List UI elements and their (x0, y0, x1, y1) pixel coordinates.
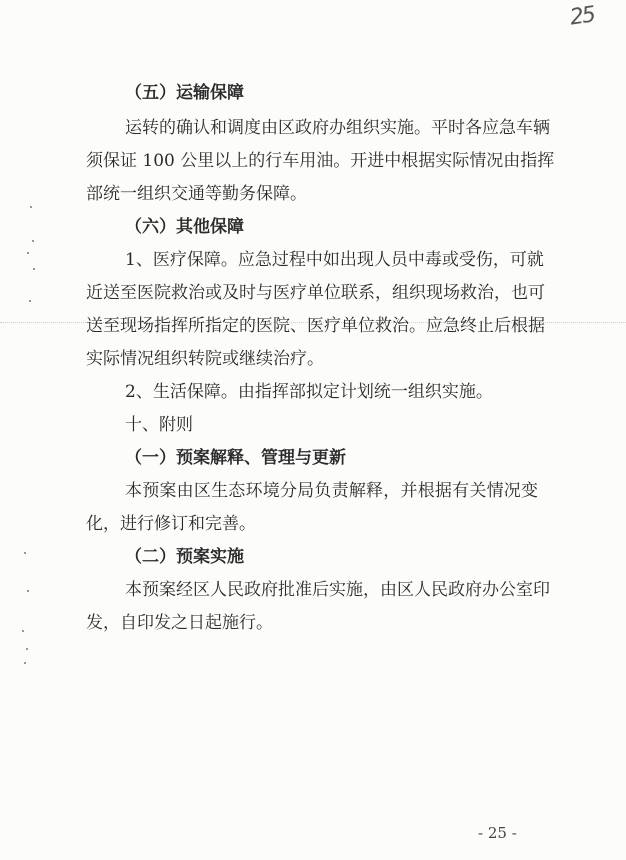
section-heading-interpretation: （一）预案解释、管理与更新 (125, 448, 346, 468)
paragraph-line: 化，进行修订和完善。 (86, 514, 256, 534)
section-heading-implementation: （二）预案实施 (125, 547, 244, 567)
paragraph-line: 部统一组织交通等勤务保障。 (86, 184, 307, 204)
handwritten-page-mark: 25 (568, 2, 596, 31)
scan-speck (24, 662, 26, 664)
paragraph-line: 2、生活保障。由指挥部拟定计划统一组织实施。 (125, 382, 493, 402)
paragraph-line: 本预案由区生态环境分局负责解释，并根据有关情况变 (125, 481, 538, 501)
scan-speck (30, 206, 32, 208)
paragraph-line: 发，自印发之日起施行。 (86, 613, 273, 633)
chapter-heading-appendix: 十、附则 (125, 415, 193, 435)
section-heading-transport: （五）运输保障 (125, 83, 244, 103)
paragraph-line: 近送至医院救治或及时与医疗单位联系，组织现场救治，也可 (86, 283, 545, 303)
paragraph-line: 1、医疗保障。应急过程中如出现人员中毒或受伤，可就 (125, 250, 544, 270)
paragraph-line: 运转的确认和调度由区政府办组织实施。平时各应急车辆 (125, 118, 550, 138)
section-heading-other: （六）其他保障 (125, 217, 244, 237)
scan-speck (29, 300, 31, 302)
paragraph-line: 须保证 100 公里以上的行车用油。开进中根据实际情况由指挥 (86, 151, 555, 171)
scan-speck (27, 252, 29, 254)
paragraph-line: 送至现场指挥所指定的医院、医疗单位救治。应急终止后根据 (86, 316, 545, 336)
page-number: - 25 - (478, 824, 517, 842)
scan-speck (32, 240, 34, 242)
scan-speck (33, 268, 35, 270)
paragraph-line: 实际情况组织转院或继续治疗。 (86, 349, 324, 369)
scan-speck (22, 630, 24, 632)
scan-speck (27, 590, 29, 592)
scan-speck (26, 648, 28, 650)
scan-speck (24, 552, 26, 554)
paragraph-line: 本预案经区人民政府批准后实施，由区人民政府办公室印 (125, 580, 550, 600)
